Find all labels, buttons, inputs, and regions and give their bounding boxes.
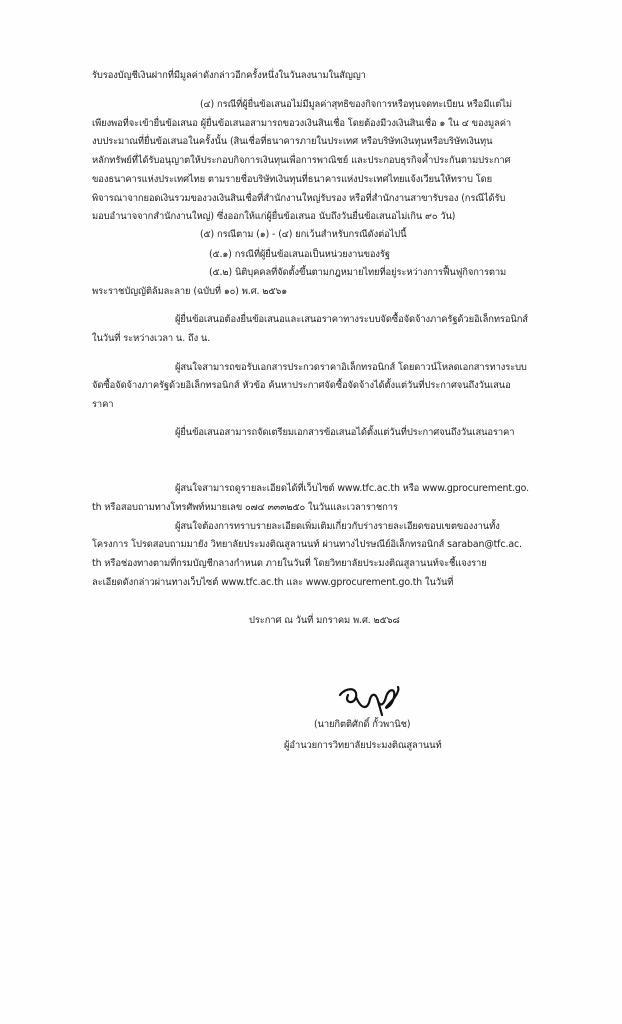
text-line: พระราชบัญญัติล้มละลาย (ฉบับที่ ๑๐) พ.ศ. ๒๕๖๑: [92, 286, 288, 297]
text-line: th หรือสอบถามทางโทรศัพท์หมายเลข ๐๗๔ ๓๓๓๒๕๐ ในวันและเวลาราชการ: [92, 502, 398, 513]
text-line: ผู้ยื่นข้อเสนอสามารถจัดเตรียมเอกสารข้อเสนอได้ตั้งแต่วันที่ประกาศจนถึงวันเสนอราคา: [175, 427, 515, 438]
signer-title: ผู้อำนวยการวิทยาลัยประมงติณสูลานนท์: [284, 740, 442, 751]
text-line: ละเอียดดังกล่าวผ่านทางเว็บไซต์ www.tfc.ac.th และ www.gprocurement.go.th ในวันที่: [92, 577, 454, 588]
text-line: โครงการ โปรดสอบถามมายัง วิทยาลัยประมงติณสูลานนท์ ผ่านทางไปรษณีย์อิเล็กทรอนิกส์ saraban@tfc.ac.: [92, 539, 522, 550]
signature: [334, 681, 414, 717]
text-line: ของธนาคารแห่งประเทศไทย ตามรายชื่อบริษัทเงินทุนที่ธนาคารแห่งประเทศไทยแจ้งเวียนให้ทราบ โดย: [92, 174, 493, 185]
text-line: ผู้สนใจสามารถขอรับเอกสารประกวดราคาอิเล็กทรอนิกส์ โดยดาวน์โหลดเอกสารทางระบบ: [175, 362, 527, 373]
text-line: เพียงพอที่จะเข้ายื่นข้อเสนอ ผู้ยื่นข้อเสนอสามารถขอวงเงินสินเชื่อ โดยต้องมีวงเงินสินเชื่อ ๑ ใน ๔ ของมูลค่า: [92, 118, 512, 129]
text-line: ผู้สนใจสามารถดูรายละเอียดได้ที่เว็บไซต์ www.tfc.ac.th หรือ www.gprocurement.go.: [175, 483, 530, 494]
text-line: ราคา: [92, 399, 114, 410]
text-line: th หรือช่องทางตามที่กรมบัญชีกลางกำหนด ภายในวันที่ โดยวิทยาลัยประมงติณสูลานนท์จะชี้แจงราย: [92, 558, 487, 569]
text-line: ในวันที่ ระหว่างเวลา น. ถึง น.: [92, 333, 211, 344]
signer-name: (นายกิตติศักดิ์ กั้วพานิช): [314, 719, 411, 730]
text-line: ผู้สนใจต้องการทราบรายละเอียดเพิ่มเติมเกี่ยวกับร่างรายละเอียดขอบเขตของงานทั้ง: [175, 521, 500, 532]
text-line: หลักทรัพย์ที่ได้รับอนุญาตให้ประกอบกิจการเงินทุนเพื่อการพาณิชย์ และประกอบธุรกิจค้ำประกันตามประกาศ: [92, 155, 511, 166]
date-line: ประกาศ ณ วันที่ มกราคม พ.ศ. ๒๕๖๘: [249, 615, 400, 626]
text-line: (๕) กรณีตาม (๑) - (๔) ยกเว้นสำหรับกรณีดังต่อไปนี้: [200, 229, 407, 240]
text-line: รับรองบัญชีเงินฝากที่มีมูลค่าดังกล่าวอีกครั้งหนึ่งในวันลงนามในสัญญา: [92, 70, 366, 81]
text-line: จัดซื้อจัดจ้างภาครัฐด้วยอิเล็กทรอนิกส์ หัวข้อ ค้นหาประกาศจัดซื้อจัดจ้างได้ตั้งแต่วันที่ประกาศจนถึงวันเสนอ: [92, 380, 511, 391]
text-line: (๕.๒) นิติบุคคลที่จัดตั้งขึ้นตามกฎหมายไทยที่อยู่ระหว่างการฟื้นฟูกิจการตาม: [209, 267, 507, 278]
text-line: งบประมาณที่ยื่นข้อเสนอในครั้งนั้น (สินเชื่อที่ธนาคารภายในประเทศ หรือบริษัทเงินทุนหรือบริษัทเงินทุน: [92, 136, 493, 147]
text-line: มอบอำนาจจากสำนักงานใหญ่) ซึ่งออกให้แก่ผู้ยื่นข้อเสนอ นับถึงวันยื่นข้อเสนอไม่เกิน ๙๐ วัน): [92, 211, 456, 222]
text-line: พิจารณาจากยอดเงินรวมของวงเงินสินเชื่อที่สำนักงานใหญ่รับรอง หรือที่สำนักงานสาขารับรอง (กรณีได้รับ: [92, 193, 506, 204]
text-line: (๕.๑) กรณีที่ผู้ยื่นข้อเสนอเป็นหน่วยงานของรัฐ: [209, 249, 390, 260]
text-line: (๔) กรณีที่ผู้ยื่นข้อเสนอไม่มีมูลค่าสุทธิของกิจการหรือทุนจดทะเบียน หรือมีแต่ไม่: [200, 99, 512, 110]
text-line: ผู้ยื่นข้อเสนอต้องยื่นข้อเสนอและเสนอราคาทางระบบจัดซื้อจัดจ้างภาครัฐด้วยอิเล็กทรอนิกส์: [175, 314, 528, 325]
